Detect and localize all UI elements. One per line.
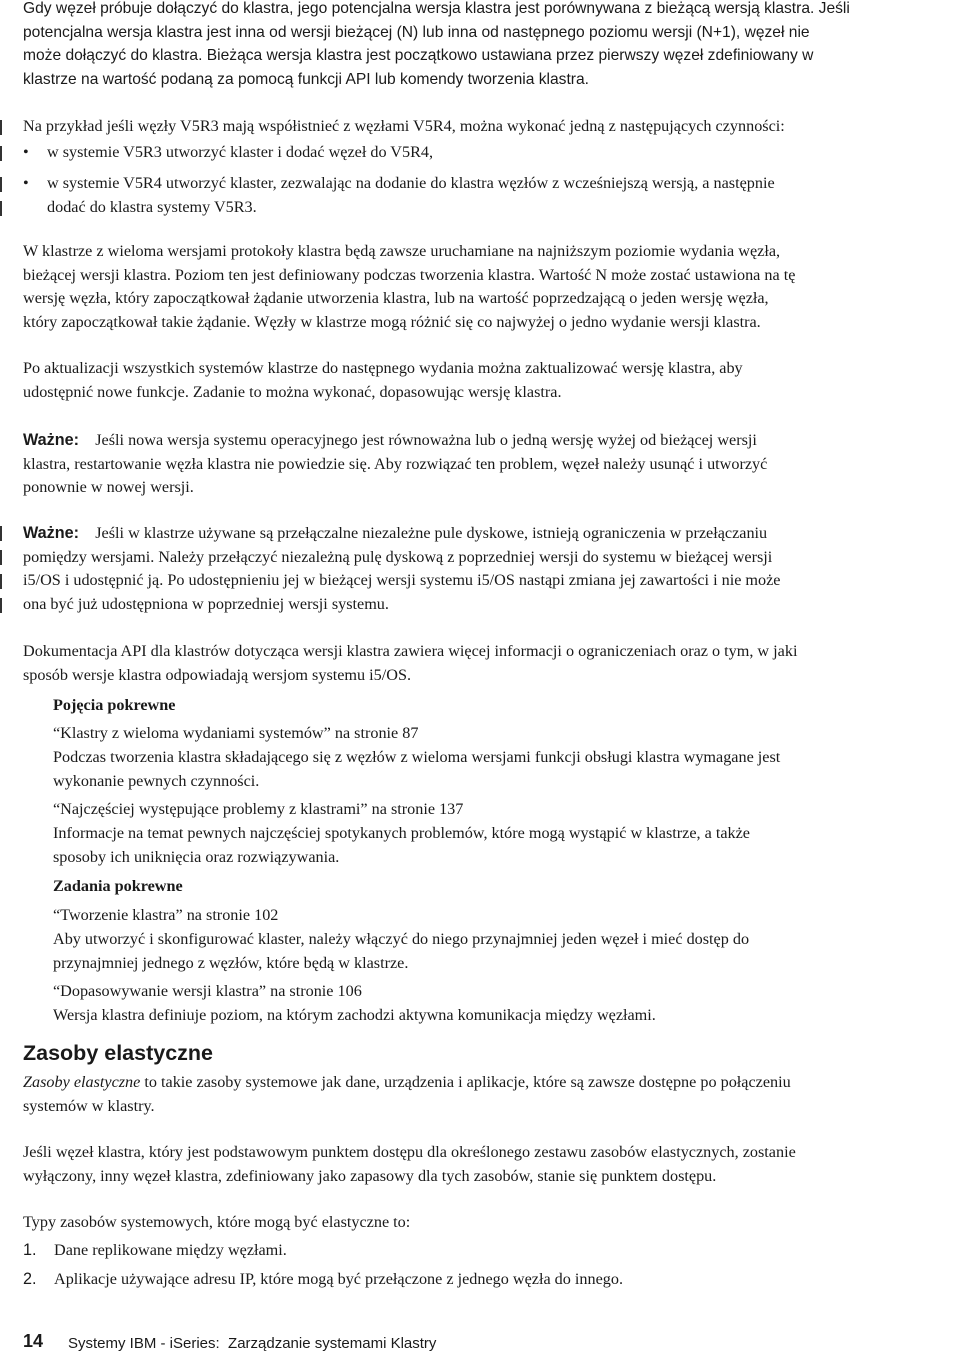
footer-title: Systemy IBM - iSeries: Zarządzanie systemami Klastry bbox=[68, 1335, 437, 1352]
related-link[interactable]: “Tworzenie klastra” na stronie 102 bbox=[53, 906, 279, 924]
related-desc: Wersja klastra definiuje poziom, na którym zachodzi aktywna komunikacja między węzłami. bbox=[53, 1006, 656, 1024]
paragraph-line: wersję węzła, który zapoczątkował żądanie utworzenia klastra, lub na wartość poprzedzającą o jeden wersję węzła, bbox=[23, 289, 769, 307]
failover-paragraph bbox=[23, 1141, 953, 1188]
list-number: 2. bbox=[23, 1270, 37, 1288]
paragraph-line: udostępnić nowe funkcje. Zadanie to można wykonać, dopasowując wersję klastra. bbox=[23, 382, 562, 401]
important-note bbox=[23, 429, 953, 500]
bullet-dot: • bbox=[23, 143, 29, 161]
api-doc-paragraph bbox=[23, 640, 953, 687]
intro-line: Gdy węzeł próbuje dołączyć do klastra, jego potencjalna wersja klastra jest porównywana z bieżącą wersją klastra. Jeśli bbox=[23, 0, 850, 17]
upgrade-paragraph bbox=[23, 357, 953, 404]
list-number: 1. bbox=[23, 1241, 37, 1259]
example-bullet: w systemie V5R4 utworzyć klaster, zezwalając na dodanie do klastra węzłów z wcześniejszą wersją, a następnie bbox=[47, 174, 775, 192]
related-link[interactable]: “Najczęściej występujące problemy z klastrami” na stronie 137 bbox=[53, 800, 464, 818]
definition-term: Zasoby elastyczne bbox=[23, 1073, 141, 1091]
section-heading: Zasoby elastyczne bbox=[23, 1041, 214, 1065]
example-bullet: w systemie V5R3 utworzyć klaster i dodać węzeł do V5R4, bbox=[47, 143, 434, 161]
paragraph-line: W klastrze z wieloma wersjami protokoły klastra będą zawsze uruchamiane na najniższym poziomie wydania węzła, bbox=[23, 242, 781, 260]
important-label: Ważne: bbox=[23, 431, 80, 449]
note-text: pomiędzy wersjami. Należy przełączyć niezależną pulę dyskową z poprzedniej wersji do systemu w bieżącej wersji bbox=[23, 547, 773, 566]
intro-line: potencjalna wersja klastra jest inna od wersji bieżącej (N) lub inna od następnego poziomu wersji (N+1), węzeł nie bbox=[23, 23, 810, 41]
revision-bar bbox=[0, 526, 2, 541]
related-desc: Podczas tworzenia klastra składającego się z węzłów z wieloma wersjami funkcji obsługi klastra wymagane jest bbox=[53, 748, 781, 766]
note-text: klastra, restartowanie węzła klastra nie powiedzie się. Aby rozwiązać ten problem, węzeł należy usunąć i utworzyć bbox=[23, 454, 768, 473]
page-number: 14 bbox=[23, 1331, 44, 1351]
note-text: i5/OS i udostępnić ją. Po udostępnieniu jej w bieżącej wersji systemu i5/OS nastąpi zmiana jej zawartości i nie może bbox=[23, 571, 781, 589]
definition-paragraph bbox=[23, 1071, 953, 1118]
definition-text: systemów w klastry. bbox=[23, 1096, 155, 1115]
related-desc: przynajmniej jednego z węzłów, które będą w klastrze. bbox=[53, 954, 409, 972]
revision-bar bbox=[0, 574, 2, 589]
related-tasks-heading: Zadania pokrewne bbox=[53, 877, 183, 895]
revision-bar bbox=[0, 120, 2, 135]
revision-bar bbox=[0, 177, 2, 192]
related-link[interactable]: “Dopasowywanie wersji klastra” na stronie 106 bbox=[53, 982, 362, 1000]
note-text: ponownie w nowej wersji. bbox=[23, 478, 194, 496]
related-concepts-heading: Pojęcia pokrewne bbox=[53, 696, 176, 714]
paragraph-line: bieżącej wersji klastra. Poziom ten jest definiowany podczas tworzenia klastra. Wartość N może zostać ustawiona na tę bbox=[23, 265, 796, 284]
related-desc: Informacje na temat pewnych najczęściej spotykanych problemów, które mogą wystąpić w klastrze, a także bbox=[53, 824, 750, 842]
paragraph-line: który zapoczątkował takie żądanie. Węzły w klastrze mogą różnić się co najwyżej o jedno wydanie wersji klastra. bbox=[23, 312, 761, 331]
related-desc: Aby utworzyć i skonfigurować klaster, należy włączyć do niego przynajmniej jeden węzeł i mieć dostęp do bbox=[53, 930, 750, 948]
paragraph-line: wyłączony, inny węzeł klastra, zdefiniowany jako zapasowy dla tych zasobów, stanie się punktem dostępu. bbox=[23, 1166, 717, 1185]
types-lead: Typy zasobów systemowych, które mogą być elastyczne to: bbox=[23, 1213, 411, 1231]
revision-bar bbox=[0, 201, 2, 216]
paragraph-line: Po aktualizacji wszystkich systemów klastrze do następnego wydania można zaktualizować wersję klastra, aby bbox=[23, 359, 743, 377]
important-label: Ważne: bbox=[23, 524, 80, 542]
list-item: Dane replikowane między węzłami. bbox=[54, 1241, 287, 1259]
related-desc: wykonanie pewnych czynności. bbox=[53, 772, 260, 790]
note-text: Jeśli nowa wersja systemu operacyjnego jest równoważna lub o jedną wersję wyżej od bieżącej wersji bbox=[95, 431, 757, 449]
related-desc: sposoby ich uniknięcia oraz rozwiązywania. bbox=[53, 848, 340, 866]
note-text: Jeśli w klastrze używane są przełączalne niezależne pule dyskowe, istnieją ograniczenia w przełączaniu bbox=[95, 524, 768, 542]
example-lead: Na przykład jeśli węzły V5R3 mają współistnieć z węzłami V5R4, można wykonać jedną z następujących czynności: bbox=[23, 117, 785, 135]
paragraph-line: Jeśli węzeł klastra, który jest podstawowym punktem dostępu dla określonego zestawu zasobów elastycznych, zostanie bbox=[23, 1143, 796, 1161]
list-item: Aplikacje używające adresu IP, które mogą być przełączone z jednego węzła do innego. bbox=[54, 1270, 624, 1288]
example-bullet-cont: dodać do klastra systemy V5R3. bbox=[47, 198, 257, 216]
paragraph-line: Dokumentacja API dla klastrów dotycząca wersji klastra zawiera więcej informacji o ograniczeniach oraz o tym, w jaki bbox=[23, 642, 798, 660]
related-link[interactable]: “Klastry z wieloma wydaniami systemów” na stronie 87 bbox=[53, 724, 419, 742]
bullet-dot: • bbox=[23, 174, 29, 192]
paragraph-line: sposób wersje klastra odpowiadają wersjom systemu i5/OS. bbox=[23, 665, 411, 684]
intro-line: klastrze na wartość podaną za pomocą funkcji API lub komendy tworzenia klastra. bbox=[23, 70, 589, 88]
intro-line: może dołączyć do klastra. Bieżąca wersja klastra jest początkowo ustawiana przez pierwszy węzeł zdefiniowany w bbox=[23, 47, 814, 64]
intro-paragraph bbox=[23, 0, 953, 91]
note-text: ona być już udostępniona w poprzedniej wersji systemu. bbox=[23, 594, 389, 613]
definition-text: to takie zasoby systemowe jak dane, urządzenia i aplikacje, które są zawsze dostępne po połączeniu bbox=[140, 1073, 791, 1091]
revision-bar bbox=[0, 146, 2, 161]
revision-bar bbox=[0, 598, 2, 613]
important-note bbox=[23, 522, 953, 616]
revision-bar bbox=[0, 550, 2, 565]
multi-version-paragraph bbox=[23, 240, 953, 334]
